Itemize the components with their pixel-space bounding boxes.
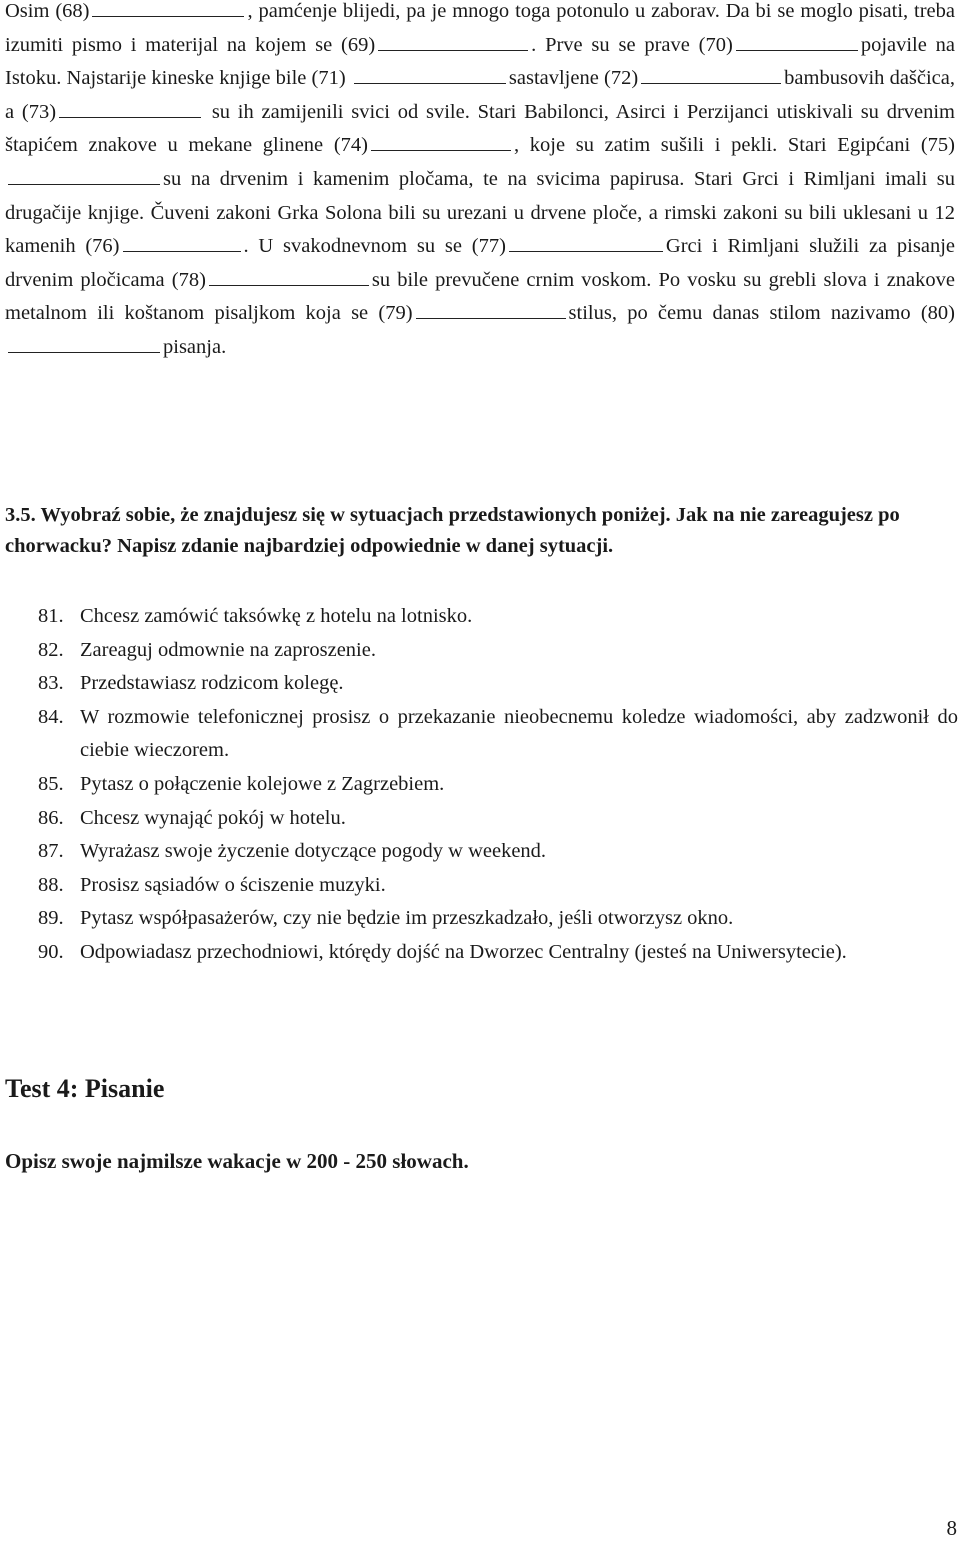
item-number: 81.: [38, 605, 64, 627]
item-number: 85.: [38, 772, 64, 795]
item-number: 83.: [38, 672, 64, 695]
passage-text: .: [531, 33, 537, 56]
list-item: [38, 600, 958, 634]
blank-69[interactable]: [378, 49, 528, 51]
item-number: 90.: [38, 940, 64, 963]
item-number: 82.: [38, 638, 64, 661]
passage-text: su bile prevučene crnim voskom. Po vosku su grebli slova i znakove metalnom ili koštanom pisaljkom koja se (79): [5, 268, 955, 325]
blank-75[interactable]: [8, 183, 160, 185]
item-text: Prosisz sąsiadów o ściszenie muzyki.: [80, 873, 386, 896]
blank-72[interactable]: [641, 82, 781, 84]
passage-text: Osim (68): [5, 0, 90, 22]
blank-77[interactable]: [509, 250, 663, 252]
item-text: Odpowiadasz przechodniowi, którędy dojść na Dworzec Centralny (jesteś na Uniwersytecie).: [80, 940, 847, 963]
item-text: Chcesz zamówić taksówkę z hotelu na lotnisko.: [80, 605, 473, 627]
situation-list: [38, 600, 958, 970]
list-item: [38, 936, 958, 970]
list-item: [38, 902, 958, 936]
item-text: Pytasz o połączenie kolejowe z Zagrzebiem.: [80, 772, 445, 795]
blank-80[interactable]: [8, 351, 160, 353]
passage-text: , koje su zatim sušili i pekli. Stari Egipćani (75): [513, 134, 955, 157]
item-text: W rozmowie telefonicznej prosisz o przekazanie nieobecnemu koledze wiadomości, aby zadzwonił do ciebie wieczorem.: [80, 705, 958, 762]
item-number: 86.: [38, 806, 64, 829]
list-item: [38, 835, 958, 869]
passage-text: bambusovih daščica, a (73): [5, 67, 956, 123]
passage-text: stilus, po čemu danas stilom nazivamo (80): [568, 302, 956, 325]
blank-76[interactable]: [123, 250, 241, 252]
list-item: [38, 667, 958, 701]
passage-text: pisanja.: [163, 335, 227, 358]
item-text: Pytasz współpasażerów, czy nie będzie im przeszkadzało, jeśli otworzysz okno.: [80, 907, 734, 930]
blank-71[interactable]: [354, 82, 506, 84]
blank-70[interactable]: [736, 49, 858, 51]
item-number: 87.: [38, 840, 64, 863]
passage-text: pojavile na Istoku. Najstarije kineske knjige bile (71): [5, 33, 955, 90]
page-number: 8: [946, 1516, 957, 1540]
list-item: [38, 634, 958, 668]
item-number: 89.: [38, 907, 64, 930]
reading-passage: [5, 0, 955, 365]
item-text: Wyrażasz swoje życzenie dotyczące pogody w weekend.: [80, 840, 547, 863]
item-number: 84.: [38, 705, 64, 728]
passage-text: .: [243, 235, 249, 258]
passage-text: Grci i Rimljani služili za pisanje drvenim pločicama (78): [5, 235, 955, 291]
blank-68[interactable]: [92, 15, 244, 17]
passage-text: su ih zamijenili svici od svile. Stari Babilonci, Asirci i Perzijanci utiskivali su drvenim štapićem znakove u mekane glinene (74): [5, 100, 956, 157]
blank-74[interactable]: [371, 149, 511, 151]
list-item: [38, 802, 958, 836]
task-instruction: [5, 500, 955, 562]
item-text: Chcesz wynająć pokój w hotelu.: [80, 806, 346, 829]
passage-text: Prve su se prave (70): [545, 33, 733, 56]
task-number: 3.5.: [5, 504, 36, 526]
item-number: 88.: [38, 873, 64, 896]
writing-prompt: Opisz swoje najmilsze wakacje w 200 - 250 słowach.: [5, 1149, 469, 1173]
list-item: [38, 869, 958, 903]
list-item: [38, 701, 958, 768]
blank-79[interactable]: [416, 317, 566, 319]
blank-78[interactable]: [209, 284, 369, 286]
task-text: Wyobraź sobie, że znajdujesz się w sytuacjach przedstawionych poniżej. Jak na nie zareagujesz po chorwacku? Napisz zdanie najbardziej odpowiednie w danej sytuacji.: [5, 504, 900, 557]
blank-73[interactable]: [59, 116, 201, 118]
list-item: [38, 768, 958, 802]
passage-text: U svakodnevnom su se (77): [258, 235, 506, 258]
item-text: Zareaguj odmownie na zaproszenie.: [80, 638, 376, 661]
passage-text: , pamćenje blijedi, pa je mnogo toga potonulo u zaborav. Da bi se moglo pisati, treba izumiti pismo i materijal na kojem se (69): [5, 0, 955, 56]
passage-text: su na drvenim i kamenim pločama, te na svicima papirusa. Stari Grci i Rimljani imali su drugačije knjige. Čuveni zakoni Grka Solona bili su urezani u drvene ploče, a rimski zakoni su bili uklesani u 12 kamenih (76): [5, 167, 955, 258]
section-heading: Test 4: Pisanie: [5, 1074, 165, 1103]
item-text: Przedstawiasz rodzicom kolegę.: [80, 672, 344, 695]
passage-text: sastavljene (72): [508, 67, 639, 90]
